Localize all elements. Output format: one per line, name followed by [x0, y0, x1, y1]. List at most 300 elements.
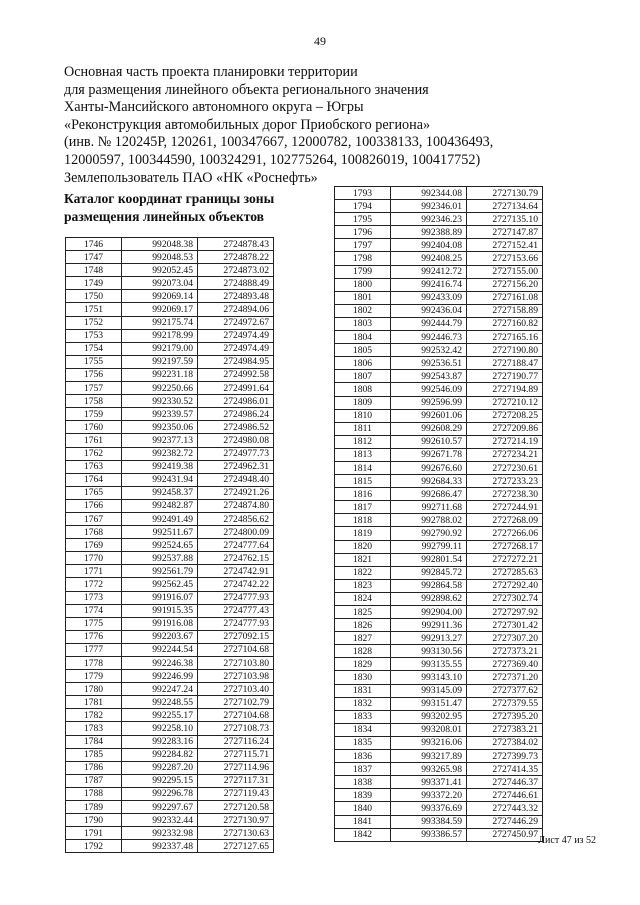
y-coordinate-cell: 2727292.40 [467, 579, 543, 592]
point-number-cell: 1762 [66, 447, 122, 460]
table-row [66, 499, 274, 512]
table-row [66, 748, 274, 761]
table-row [335, 645, 543, 658]
point-number-cell: 1805 [335, 344, 391, 357]
point-number-cell: 1775 [66, 617, 122, 630]
document-header [64, 64, 584, 187]
point-number-cell: 1784 [66, 735, 122, 748]
table-row [66, 421, 274, 434]
y-coordinate-cell: 2724986.01 [198, 395, 274, 408]
y-coordinate-cell: 2727147.87 [467, 226, 543, 239]
y-coordinate-cell: 2724878.22 [198, 251, 274, 264]
point-number-cell: 1764 [66, 473, 122, 486]
table-row [66, 827, 274, 840]
y-coordinate-cell: 2727301.42 [467, 619, 543, 632]
point-number-cell: 1833 [335, 710, 391, 723]
y-coordinate-cell: 2727268.09 [467, 514, 543, 527]
table-row [335, 213, 543, 226]
point-number-cell: 1834 [335, 723, 391, 736]
y-coordinate-cell: 2724948.40 [198, 473, 274, 486]
y-coordinate-cell: 2727108.73 [198, 722, 274, 735]
point-number-cell: 1782 [66, 709, 122, 722]
table-row [66, 251, 274, 264]
table-row [66, 238, 274, 251]
x-coordinate-cell: 991916.08 [122, 617, 198, 630]
x-coordinate-cell: 992283.16 [122, 735, 198, 748]
point-number-cell: 1771 [66, 565, 122, 578]
y-coordinate-cell: 2727120.58 [198, 801, 274, 814]
point-number-cell: 1786 [66, 761, 122, 774]
point-number-cell: 1746 [66, 238, 122, 251]
point-number-cell: 1789 [66, 801, 122, 814]
table-row [66, 774, 274, 787]
x-coordinate-cell: 992412.72 [391, 265, 467, 278]
y-coordinate-cell: 2724974.49 [198, 342, 274, 355]
x-coordinate-cell: 992250.66 [122, 382, 198, 395]
point-number-cell: 1822 [335, 566, 391, 579]
x-coordinate-cell: 992346.01 [391, 200, 467, 213]
table-row [335, 802, 543, 815]
point-number-cell: 1773 [66, 591, 122, 604]
point-number-cell: 1816 [335, 488, 391, 501]
table-row [335, 331, 543, 344]
point-number-cell: 1754 [66, 342, 122, 355]
point-number-cell: 1767 [66, 512, 122, 525]
point-number-cell: 1772 [66, 578, 122, 591]
x-coordinate-cell: 992297.67 [122, 801, 198, 814]
x-coordinate-cell: 992197.59 [122, 355, 198, 368]
y-coordinate-cell: 2724991.64 [198, 382, 274, 395]
y-coordinate-cell: 2724800.09 [198, 526, 274, 539]
point-number-cell: 1825 [335, 606, 391, 619]
y-coordinate-cell: 2724742.91 [198, 565, 274, 578]
y-coordinate-cell: 2724874.80 [198, 499, 274, 512]
table-row [66, 709, 274, 722]
header-line: Ханты-Мансийского автономного округа – Югры [64, 99, 364, 116]
x-coordinate-cell: 992178.99 [122, 329, 198, 342]
table-row [335, 697, 543, 710]
coordinates-table-left [65, 237, 274, 853]
y-coordinate-cell: 2727190.77 [467, 370, 543, 383]
x-coordinate-cell: 992295.15 [122, 774, 198, 787]
y-coordinate-cell: 2727117.31 [198, 774, 274, 787]
x-coordinate-cell: 992532.42 [391, 344, 467, 357]
y-coordinate-cell: 2727214.19 [467, 435, 543, 448]
table-row [335, 291, 543, 304]
point-number-cell: 1820 [335, 540, 391, 553]
y-coordinate-cell: 2727209.86 [467, 422, 543, 435]
table-row [335, 370, 543, 383]
table-row [335, 579, 543, 592]
table-row [66, 434, 274, 447]
x-coordinate-cell: 992073.04 [122, 277, 198, 290]
table-row [66, 395, 274, 408]
x-coordinate-cell: 992332.44 [122, 814, 198, 827]
x-coordinate-cell: 992244.54 [122, 643, 198, 656]
point-number-cell: 1815 [335, 475, 391, 488]
table-row [335, 750, 543, 763]
table-row [335, 723, 543, 736]
table-row [66, 591, 274, 604]
catalog-title [64, 190, 334, 226]
point-number-cell: 1751 [66, 303, 122, 316]
y-coordinate-cell: 2724873.02 [198, 264, 274, 277]
table-row [66, 840, 274, 853]
x-coordinate-cell: 992596.99 [391, 396, 467, 409]
y-coordinate-cell: 2727102.79 [198, 696, 274, 709]
table-row [66, 368, 274, 381]
x-coordinate-cell: 992536.51 [391, 357, 467, 370]
point-number-cell: 1826 [335, 619, 391, 632]
y-coordinate-cell: 2727160.82 [467, 317, 543, 330]
point-number-cell: 1837 [335, 763, 391, 776]
point-number-cell: 1821 [335, 553, 391, 566]
point-number-cell: 1798 [335, 252, 391, 265]
y-coordinate-cell: 2727152.41 [467, 239, 543, 252]
y-coordinate-cell: 2727379.55 [467, 697, 543, 710]
x-coordinate-cell: 993217.89 [391, 750, 467, 763]
table-row [335, 187, 543, 200]
y-coordinate-cell: 2724992.58 [198, 368, 274, 381]
point-number-cell: 1776 [66, 630, 122, 643]
point-number-cell: 1828 [335, 645, 391, 658]
y-coordinate-cell: 2727104.68 [198, 709, 274, 722]
table-row [66, 552, 274, 565]
x-coordinate-cell: 992284.82 [122, 748, 198, 761]
point-number-cell: 1835 [335, 736, 391, 749]
y-coordinate-cell: 2727103.98 [198, 670, 274, 683]
table-row [335, 736, 543, 749]
table-row [66, 630, 274, 643]
header-line: (инв. № 120245Р, 120261, 100347667, 12000782, 100338133, 100436493, [64, 134, 494, 151]
y-coordinate-cell: 2727130.63 [198, 827, 274, 840]
table-row [335, 789, 543, 802]
table-row [66, 408, 274, 421]
y-coordinate-cell: 2724962.31 [198, 460, 274, 473]
x-coordinate-cell: 992332.98 [122, 827, 198, 840]
x-coordinate-cell: 992904.00 [391, 606, 467, 619]
table-row [335, 265, 543, 278]
point-number-cell: 1750 [66, 290, 122, 303]
x-coordinate-cell: 992911.36 [391, 619, 467, 632]
catalog-title-line: Каталог координат границы зоны [64, 191, 275, 206]
table-row [66, 761, 274, 774]
y-coordinate-cell: 2724777.93 [198, 591, 274, 604]
point-number-cell: 1752 [66, 316, 122, 329]
x-coordinate-cell: 992179.00 [122, 342, 198, 355]
y-coordinate-cell: 2727384.02 [467, 736, 543, 749]
point-number-cell: 1810 [335, 409, 391, 422]
point-number-cell: 1768 [66, 526, 122, 539]
table-row [335, 396, 543, 409]
table-row [66, 643, 274, 656]
x-coordinate-cell: 992330.52 [122, 395, 198, 408]
x-coordinate-cell: 992052.45 [122, 264, 198, 277]
y-coordinate-cell: 2727272.21 [467, 553, 543, 566]
x-coordinate-cell: 993145.09 [391, 684, 467, 697]
x-coordinate-cell: 992684.33 [391, 475, 467, 488]
point-number-cell: 1790 [66, 814, 122, 827]
y-coordinate-cell: 2724777.64 [198, 539, 274, 552]
x-coordinate-cell: 992296.78 [122, 787, 198, 800]
table-row [335, 409, 543, 422]
table-row [335, 710, 543, 723]
point-number-cell: 1747 [66, 251, 122, 264]
table-row [66, 801, 274, 814]
point-number-cell: 1765 [66, 486, 122, 499]
x-coordinate-cell: 993376.69 [391, 802, 467, 815]
x-coordinate-cell: 992247.24 [122, 683, 198, 696]
point-number-cell: 1809 [335, 396, 391, 409]
y-coordinate-cell: 2727165.16 [467, 331, 543, 344]
point-number-cell: 1838 [335, 776, 391, 789]
table-row [66, 539, 274, 552]
x-coordinate-cell: 993384.59 [391, 815, 467, 828]
table-row [66, 578, 274, 591]
table-row [335, 828, 543, 841]
x-coordinate-cell: 992069.17 [122, 303, 198, 316]
x-coordinate-cell: 992350.06 [122, 421, 198, 434]
y-coordinate-cell: 2727190.80 [467, 344, 543, 357]
point-number-cell: 1840 [335, 802, 391, 815]
point-number-cell: 1777 [66, 643, 122, 656]
x-coordinate-cell: 992431.94 [122, 473, 198, 486]
table-row [335, 592, 543, 605]
y-coordinate-cell: 2727135.10 [467, 213, 543, 226]
x-coordinate-cell: 992601.06 [391, 409, 467, 422]
y-coordinate-cell: 2727399.73 [467, 750, 543, 763]
table-row [66, 355, 274, 368]
point-number-cell: 1795 [335, 213, 391, 226]
y-coordinate-cell: 2724986.52 [198, 421, 274, 434]
point-number-cell: 1797 [335, 239, 391, 252]
x-coordinate-cell: 992608.29 [391, 422, 467, 435]
x-coordinate-cell: 992864.58 [391, 579, 467, 592]
table-row [66, 342, 274, 355]
table-row [335, 566, 543, 579]
x-coordinate-cell: 993216.06 [391, 736, 467, 749]
table-row [66, 382, 274, 395]
y-coordinate-cell: 2727230.61 [467, 461, 543, 474]
y-coordinate-cell: 2727104.68 [198, 643, 274, 656]
y-coordinate-cell: 2727134.64 [467, 200, 543, 213]
table-row [66, 683, 274, 696]
x-coordinate-cell: 992246.38 [122, 657, 198, 670]
y-coordinate-cell: 2727194.89 [467, 383, 543, 396]
x-coordinate-cell: 992436.04 [391, 304, 467, 317]
table-row [335, 527, 543, 540]
table-row [335, 815, 543, 828]
point-number-cell: 1832 [335, 697, 391, 710]
point-number-cell: 1800 [335, 278, 391, 291]
point-number-cell: 1761 [66, 434, 122, 447]
y-coordinate-cell: 2727127.65 [198, 840, 274, 853]
point-number-cell: 1748 [66, 264, 122, 277]
y-coordinate-cell: 2727238.30 [467, 488, 543, 501]
table-row [335, 461, 543, 474]
table-row [66, 473, 274, 486]
point-number-cell: 1787 [66, 774, 122, 787]
point-number-cell: 1770 [66, 552, 122, 565]
y-coordinate-cell: 2724986.24 [198, 408, 274, 421]
point-number-cell: 1811 [335, 422, 391, 435]
y-coordinate-cell: 2727266.06 [467, 527, 543, 540]
x-coordinate-cell: 992258.10 [122, 722, 198, 735]
header-line: Основная часть проекта планировки территории [64, 64, 358, 80]
table-row [335, 357, 543, 370]
table-row [335, 488, 543, 501]
point-number-cell: 1808 [335, 383, 391, 396]
table-row [66, 486, 274, 499]
header-line: «Реконструкция автомобильных дорог Приобского региона» [64, 116, 431, 133]
table-row [335, 448, 543, 461]
y-coordinate-cell: 2724888.49 [198, 277, 274, 290]
table-row [335, 383, 543, 396]
point-number-cell: 1799 [335, 265, 391, 278]
y-coordinate-cell: 2724762.15 [198, 552, 274, 565]
x-coordinate-cell: 992845.72 [391, 566, 467, 579]
header-line: для размещения линейного объекта регионального значения [64, 81, 429, 98]
x-coordinate-cell: 993143.10 [391, 671, 467, 684]
x-coordinate-cell: 992788.02 [391, 514, 467, 527]
x-coordinate-cell: 993371.41 [391, 776, 467, 789]
point-number-cell: 1814 [335, 461, 391, 474]
x-coordinate-cell: 993151.47 [391, 697, 467, 710]
x-coordinate-cell: 992069.14 [122, 290, 198, 303]
x-coordinate-cell: 992676.60 [391, 461, 467, 474]
y-coordinate-cell: 2727233.23 [467, 475, 543, 488]
table-row [66, 617, 274, 630]
table-row [335, 619, 543, 632]
point-number-cell: 1788 [66, 787, 122, 800]
table-row [66, 565, 274, 578]
x-coordinate-cell: 992048.38 [122, 238, 198, 251]
table-row [335, 658, 543, 671]
y-coordinate-cell: 2727158.89 [467, 304, 543, 317]
table-row [335, 776, 543, 789]
y-coordinate-cell: 2727130.97 [198, 814, 274, 827]
table-row [335, 278, 543, 291]
x-coordinate-cell: 992048.53 [122, 251, 198, 264]
x-coordinate-cell: 992255.17 [122, 709, 198, 722]
y-coordinate-cell: 2727244.91 [467, 501, 543, 514]
x-coordinate-cell: 992203.67 [122, 630, 198, 643]
x-coordinate-cell: 992913.27 [391, 632, 467, 645]
table-row [335, 239, 543, 252]
x-coordinate-cell: 992491.49 [122, 512, 198, 525]
x-coordinate-cell: 992287.20 [122, 761, 198, 774]
x-coordinate-cell: 992344.08 [391, 187, 467, 200]
y-coordinate-cell: 2724878.43 [198, 238, 274, 251]
y-coordinate-cell: 2724742.22 [198, 578, 274, 591]
x-coordinate-cell: 992799.11 [391, 540, 467, 553]
point-number-cell: 1807 [335, 370, 391, 383]
point-number-cell: 1759 [66, 408, 122, 421]
y-coordinate-cell: 2724856.62 [198, 512, 274, 525]
x-coordinate-cell: 992801.54 [391, 553, 467, 566]
y-coordinate-cell: 2727188.47 [467, 357, 543, 370]
table-row [66, 814, 274, 827]
y-coordinate-cell: 2724984.95 [198, 355, 274, 368]
y-coordinate-cell: 2727268.17 [467, 540, 543, 553]
point-number-cell: 1778 [66, 657, 122, 670]
x-coordinate-cell: 992248.55 [122, 696, 198, 709]
y-coordinate-cell: 2727395.20 [467, 710, 543, 723]
point-number-cell: 1812 [335, 435, 391, 448]
point-number-cell: 1824 [335, 592, 391, 605]
x-coordinate-cell: 992458.37 [122, 486, 198, 499]
x-coordinate-cell: 993265.98 [391, 763, 467, 776]
point-number-cell: 1841 [335, 815, 391, 828]
x-coordinate-cell: 992546.09 [391, 383, 467, 396]
x-coordinate-cell: 992524.65 [122, 539, 198, 552]
x-coordinate-cell: 991916.07 [122, 591, 198, 604]
y-coordinate-cell: 2727155.00 [467, 265, 543, 278]
table-row [335, 200, 543, 213]
y-coordinate-cell: 2727234.21 [467, 448, 543, 461]
table-row [335, 671, 543, 684]
x-coordinate-cell: 992511.67 [122, 526, 198, 539]
sheet-label: Лист 47 из 52 [538, 835, 596, 846]
table-row [66, 460, 274, 473]
x-coordinate-cell: 992388.89 [391, 226, 467, 239]
x-coordinate-cell: 991915.35 [122, 604, 198, 617]
page-number: 49 [314, 34, 326, 48]
table-row [66, 512, 274, 525]
table-row [335, 252, 543, 265]
x-coordinate-cell: 993208.01 [391, 723, 467, 736]
x-coordinate-cell: 992433.09 [391, 291, 467, 304]
table-row [335, 344, 543, 357]
x-coordinate-cell: 992377.13 [122, 434, 198, 447]
point-number-cell: 1793 [335, 187, 391, 200]
y-coordinate-cell: 2724893.48 [198, 290, 274, 303]
point-number-cell: 1804 [335, 331, 391, 344]
table-row [66, 316, 274, 329]
y-coordinate-cell: 2727116.24 [198, 735, 274, 748]
y-coordinate-cell: 2727092.15 [198, 630, 274, 643]
x-coordinate-cell: 992404.08 [391, 239, 467, 252]
table-row [66, 735, 274, 748]
table-row [66, 670, 274, 683]
x-coordinate-cell: 992686.47 [391, 488, 467, 501]
point-number-cell: 1796 [335, 226, 391, 239]
table-row [335, 422, 543, 435]
y-coordinate-cell: 2724972.67 [198, 316, 274, 329]
y-coordinate-cell: 2724894.06 [198, 303, 274, 316]
table-row [335, 763, 543, 776]
x-coordinate-cell: 992419.38 [122, 460, 198, 473]
table-row [335, 540, 543, 553]
x-coordinate-cell: 992337.48 [122, 840, 198, 853]
coordinates-table-right [334, 186, 543, 842]
y-coordinate-cell: 2727369.40 [467, 658, 543, 671]
table-row [335, 226, 543, 239]
table-row [66, 657, 274, 670]
x-coordinate-cell: 992416.74 [391, 278, 467, 291]
table-row [335, 514, 543, 527]
y-coordinate-cell: 2727130.79 [467, 187, 543, 200]
table-row [66, 329, 274, 342]
table-row [335, 501, 543, 514]
y-coordinate-cell: 2727210.12 [467, 396, 543, 409]
x-coordinate-cell: 992543.87 [391, 370, 467, 383]
y-coordinate-cell: 2727114.96 [198, 761, 274, 774]
y-coordinate-cell: 2727371.20 [467, 671, 543, 684]
x-coordinate-cell: 992898.62 [391, 592, 467, 605]
point-number-cell: 1839 [335, 789, 391, 802]
y-coordinate-cell: 2727119.43 [198, 787, 274, 800]
